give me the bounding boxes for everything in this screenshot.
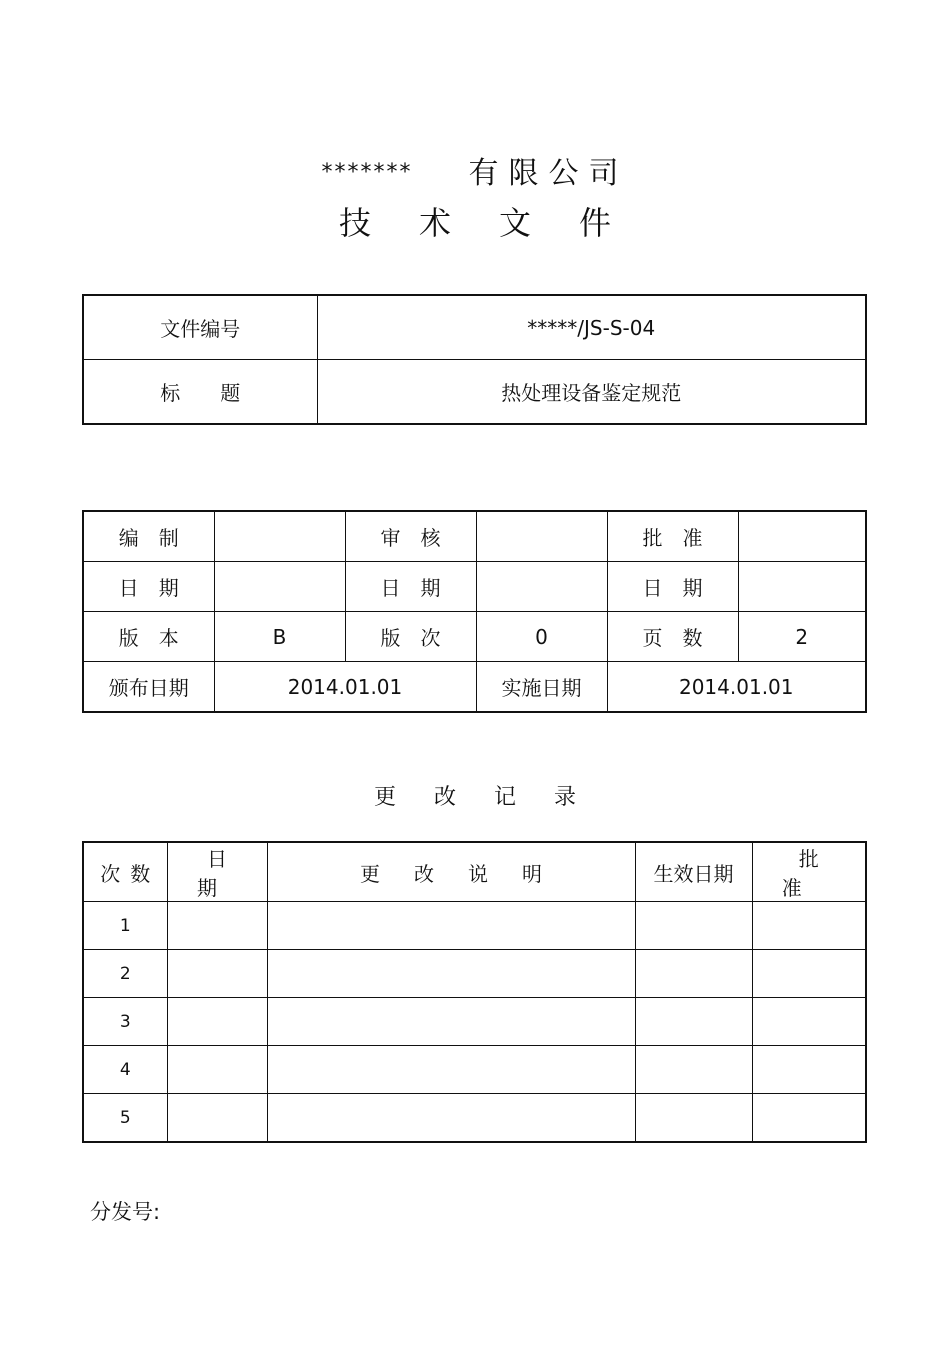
row-description	[267, 950, 635, 998]
compile-label: 编制	[83, 511, 214, 562]
table-row	[83, 1046, 866, 1094]
company-heading	[0, 148, 950, 192]
version-value: B	[214, 612, 345, 662]
row-effective-date	[635, 998, 752, 1046]
row-description	[267, 1046, 635, 1094]
effective-date-label: 实施日期	[476, 662, 607, 713]
row-number: 1	[83, 902, 167, 950]
approval-table	[82, 510, 867, 713]
compile-value	[214, 511, 345, 562]
table-row	[83, 1094, 866, 1143]
issue-date-label: 颁布日期	[83, 662, 214, 713]
revision-value: 0	[476, 612, 607, 662]
company-stars: *******	[321, 160, 413, 185]
row-approve	[752, 1094, 866, 1143]
row-description	[267, 902, 635, 950]
table-row	[83, 562, 866, 612]
row-effective-date	[635, 950, 752, 998]
pages-label: 页数	[607, 612, 738, 662]
review-value	[476, 511, 607, 562]
row-number: 4	[83, 1046, 167, 1094]
row-effective-date	[635, 902, 752, 950]
issue-date-value: 2014.01.01	[214, 662, 476, 713]
distribution-number-label: 分发号:	[90, 1200, 161, 1224]
row-date	[167, 998, 267, 1046]
approve-date-value	[738, 562, 866, 612]
row-approve	[752, 902, 866, 950]
company-name: 有限公司	[468, 156, 629, 191]
file-number-label: 文件编号	[83, 295, 317, 360]
header-date: 日期	[167, 842, 267, 902]
row-date	[167, 1046, 267, 1094]
header-count: 次数	[83, 842, 167, 902]
row-effective-date	[635, 1046, 752, 1094]
table-header-row	[83, 842, 866, 902]
document-title: 技术文件	[338, 204, 659, 242]
row-approve	[752, 1046, 866, 1094]
table-row	[83, 662, 866, 713]
approve-label: 批准	[607, 511, 738, 562]
version-label: 版本	[83, 612, 214, 662]
table-row	[83, 511, 866, 562]
table-row	[83, 295, 866, 360]
table-row	[83, 902, 866, 950]
change-record-title: 更改记录	[373, 785, 614, 810]
revision-label: 版次	[345, 612, 476, 662]
title-value: 热处理设备鉴定规范	[317, 360, 866, 425]
review-date-value	[476, 562, 607, 612]
title-label: 标题	[83, 360, 317, 425]
row-number: 5	[83, 1094, 167, 1143]
file-number-value: *****/JS-S-04	[317, 295, 866, 360]
row-date	[167, 1094, 267, 1143]
header-approve: 批准	[752, 842, 866, 902]
row-description	[267, 1094, 635, 1143]
pages-value: 2	[738, 612, 866, 662]
row-description	[267, 998, 635, 1046]
row-approve	[752, 950, 866, 998]
row-number: 2	[83, 950, 167, 998]
review-label: 审核	[345, 511, 476, 562]
approve-value	[738, 511, 866, 562]
change-record-table	[82, 841, 867, 1143]
compile-date-label: 日期	[83, 562, 214, 612]
row-number: 3	[83, 998, 167, 1046]
document-info-table	[82, 294, 867, 425]
table-row	[83, 360, 866, 425]
compile-date-value	[214, 562, 345, 612]
table-row	[83, 612, 866, 662]
table-row	[83, 998, 866, 1046]
review-date-label: 日期	[345, 562, 476, 612]
approve-date-label: 日期	[607, 562, 738, 612]
row-date	[167, 950, 267, 998]
header-effective-date: 生效日期	[635, 842, 752, 902]
row-approve	[752, 998, 866, 1046]
table-row	[83, 950, 866, 998]
row-effective-date	[635, 1094, 752, 1143]
effective-date-value: 2014.01.01	[607, 662, 866, 713]
row-date	[167, 902, 267, 950]
header-description: 更改说明	[267, 842, 635, 902]
